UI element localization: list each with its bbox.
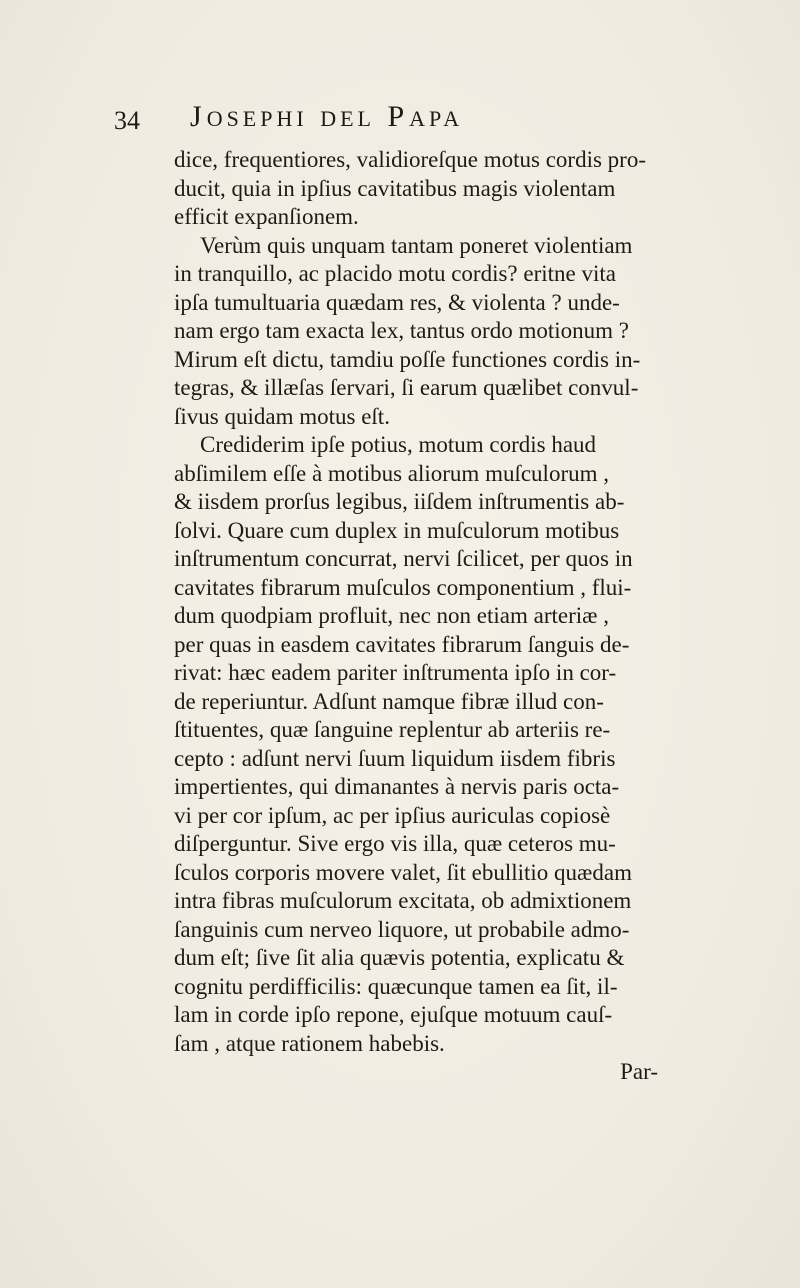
text-line: vi per cor ipſum, ac per ipſius auriculas copiosè — [174, 802, 611, 828]
text-line: impertientes, qui dimanantes à nervis paris octa- — [174, 774, 620, 799]
text-line: dice, frequentiores, validioreſque motus cordis pro- — [174, 147, 646, 172]
text-line: tegras, & illæſas ſervari, ſi earum quælibet convul- — [174, 375, 639, 400]
text-line: ſolvi. Quare cum duplex in muſculorum motibus — [174, 517, 620, 543]
text-line: rivat: hæc eadem pariter inſtrumenta ipſo in cor- — [174, 660, 617, 685]
paragraph-start-line: Verùm quis unquam tantam poneret violentiam — [200, 232, 633, 258]
text-line: & iisdem prorſus legibus, iiſdem inſtrumentis ab- — [174, 489, 625, 514]
body-text — [174, 146, 664, 1087]
running-head-rest-2: APA — [409, 106, 464, 131]
text-line: in tranquillo, ac placido motu cordis? eritne vita — [174, 261, 616, 286]
running-head — [190, 100, 463, 134]
text-line: ipſa tumultuaria quædam res, & violenta ? unde- — [174, 289, 620, 315]
text-line: ſam , atque rationem habebis. — [174, 1030, 445, 1056]
text-line: lam in corde ipſo repone, ejuſque motuum cauſ- — [174, 1002, 613, 1027]
text-line: de reperiuntur. Adſunt namque fibræ illud con- — [174, 688, 604, 714]
text-line: intra fibras muſculorum excitata, ob admixtionem — [174, 888, 632, 913]
text-line: ſanguinis cum nerveo liquore, ut probabile admo- — [174, 916, 630, 942]
text-line: ducit, quia in ipſius cavitatibus magis violentam — [174, 175, 616, 201]
text-line: per quas in easdem cavitates fibrarum ſanguis de- — [174, 631, 630, 657]
text-line: abſimilem eſſe à motibus aliorum muſculorum , — [174, 460, 610, 486]
paragraph-start-line: Crediderim ipſe potius, motum cordis haud — [200, 432, 597, 457]
text-line: cavitates fibrarum muſculos componentium , flui- — [174, 574, 632, 600]
text-line: dum quodpiam profluit, nec non etiam arteriæ , — [174, 603, 609, 628]
text-line: diſperguntur. Sive ergo vis illa, quæ ceteros mu- — [174, 831, 616, 856]
text-line: efficit expanſionem. — [174, 204, 359, 229]
catchword: Par- — [620, 1059, 658, 1084]
text-line: nam ergo tam exacta lex, tantus ordo motionum ? — [174, 318, 629, 343]
running-head-small: DEL — [320, 106, 375, 131]
page-header — [114, 100, 674, 140]
text-line: dum eſt; ſive ſit alia quævis potentia, explicatu & — [174, 945, 625, 970]
text-line: Mirum eſt dictu, tamdiu poſſe functiones cordis in- — [174, 346, 641, 372]
page-number: 34 — [114, 106, 140, 135]
running-head-rest-1: OSEPHI — [206, 106, 308, 131]
running-head-initial-1: J — [190, 100, 207, 133]
text-line: ſculos corporis movere valet, ſit ebullitio quædam — [174, 859, 632, 885]
text-line: ſtituentes, quæ ſanguine replentur ab arteriis re- — [174, 717, 611, 742]
running-head-initial-2: P — [387, 100, 410, 133]
text-line: ſivus quidam motus eſt. — [174, 403, 390, 429]
text-line: inſtrumentum concurrat, nervi ſcilicet, per quos in — [174, 546, 633, 571]
text-line: cepto : adſunt nervi ſuum liquidum iisdem fibris — [174, 745, 616, 771]
text-line: cognitu perdifficilis: quæcunque tamen ea ſit, il- — [174, 973, 618, 999]
